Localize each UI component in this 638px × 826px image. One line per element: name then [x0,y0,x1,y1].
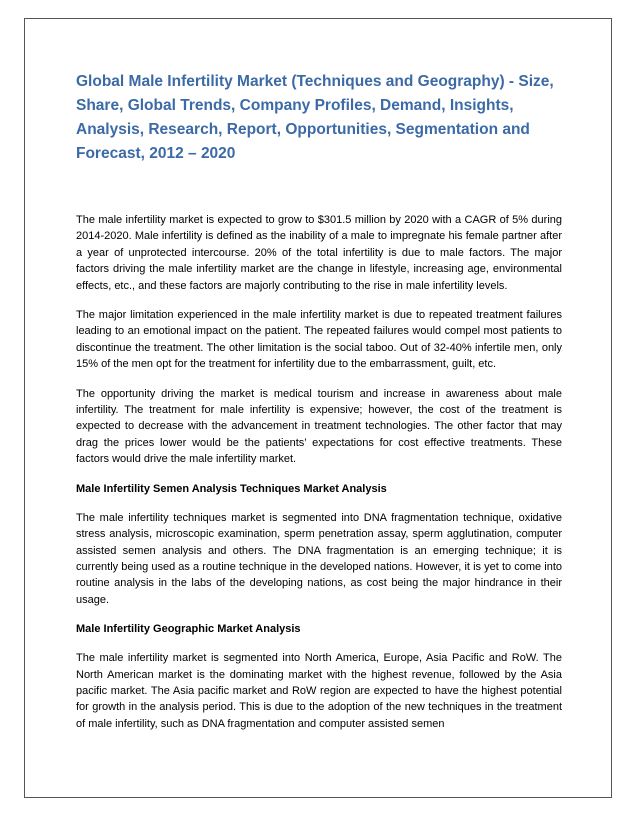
section-text-geographic: The male infertility market is segmented into North America, Europe, Asia Pacific and RoW. The North American market is the dominating market with the highest revenue, followed by the Asia pacific market. The Asia pacific market and RoW region are expected to have the highest potential for growth in the analysis period. This is due to the adoption of the new techniques in the treatment of male infertility, such as DNA fragmentation and computer assisted semen [76,652,562,730]
intro-paragraph-1: The male infertility market is expected to grow to $301.5 million by 2020 with a CAGR of 5% during 2014-2020. Male infertility is defined as the inability of a male to impregnate his female partner after a year of unprotected intercourse. 20% of the total infertility is due to male factors. The major factors driving the male infertility market are the change in lifestyle, increasing age, environmental effects, etc., and these factors are majorly contributing to the rise in male infertility levels. [76,214,562,292]
section-text-techniques: The male infertility techniques market is segmented into DNA fragmentation technique, oxidative stress analysis, microscopic examination, sperm penetration assay, sperm agglutination, computer assisted semen analysis and others. The DNA fragmentation is an emerging technique; it is currently being used as a routine technique in the developed nations. However, it is yet to come into routine analysis in the labs of the developing nations, as cost being the major hindrance in their usage. [76,511,562,606]
section-heading-techniques: Male Infertility Semen Analysis Techniques Market Analysis [76,482,387,495]
intro-paragraph-3: The opportunity driving the market is medical tourism and increase in awareness about male infertility. The treatment for male infertility is expensive; however, the cost of the treatment is expected to decrease with the advancement in treatment technologies. The other factor that may drag the prices lower would be the patients’ expectations for cost effective treatments. These factors would drive the male infertility market. [76,387,562,466]
intro-paragraph-2: The major limitation experienced in the male infertility market is due to repeated treatment failures leading to an emotional impact on the patient. The repeated failures would compel most patients to discontinue the treatment. The other limitation is the social taboo. Out of 32-40% infertile men, only 15% of the men opt for the treatment for infertility due to the embarrassment, guilt, etc. [76,309,562,371]
document-body [76,70,562,745]
section-heading-geographic: Male Infertility Geographic Market Analysis [76,623,301,636]
document-title: Global Male Infertility Market (Techniques and Geography) - Size, Share, Global Trends, Company Profiles, Demand, Insights, Analysis, Research, Report, Opportunities, Segmentation and Forecast, 2012 – 2020 [76,73,554,162]
